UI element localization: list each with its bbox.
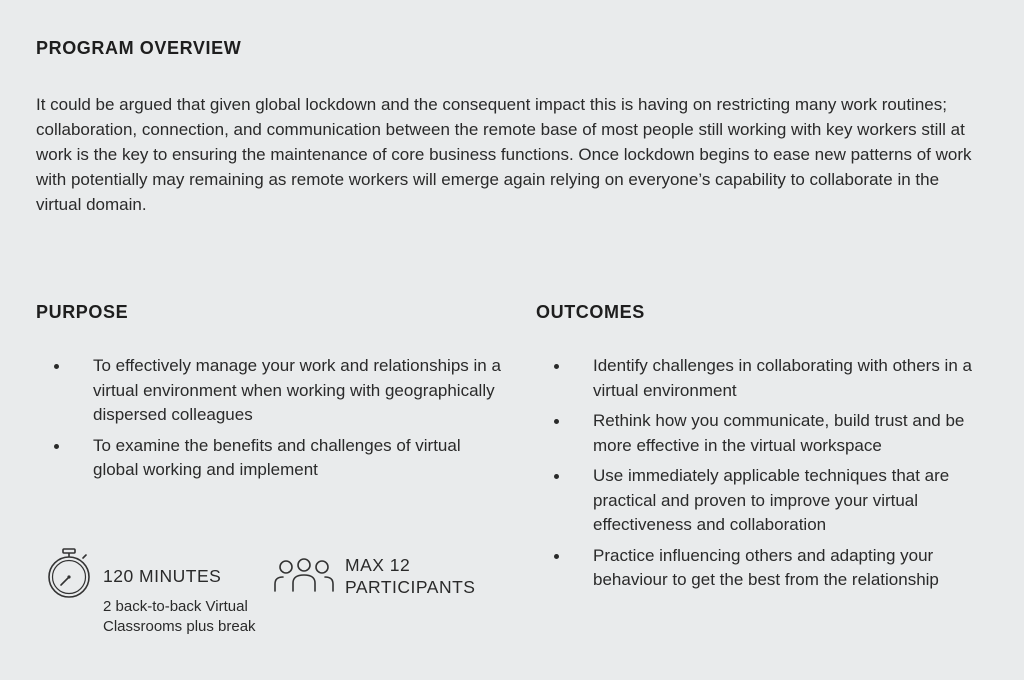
outcome-item-text: Rethink how you communicate, build trust and be more effective in the virtual workspace (593, 411, 965, 455)
participants-title: MAX 12 PARTICIPANTS (345, 555, 476, 597)
people-group-icon (272, 556, 336, 594)
bullet-dot-icon (554, 364, 559, 369)
outcome-item-text: Use immediately applicable techniques that are practical and proven to improve your virtual effectiveness and collaboration (593, 466, 950, 534)
overview-heading: PROGRAM OVERVIEW (36, 38, 242, 58)
duration-title: 120 MINUTES (103, 566, 222, 586)
purpose-item-text: To examine the benefits and challenges of virtual global working and implement (93, 435, 461, 479)
bullet-dot-icon (554, 419, 559, 424)
duration-detail: 2 back-to-back Virtual Classrooms plus break (103, 598, 256, 635)
list-item (536, 409, 1006, 458)
list-item (536, 464, 1006, 538)
list-item (36, 354, 506, 428)
bullet-dot-icon (554, 554, 559, 559)
stopwatch-icon (46, 548, 92, 600)
purpose-item-text: To effectively manage your work and relationships in a virtual environment when working with geographically dispersed colleagues (93, 356, 501, 424)
outcomes-heading: OUTCOMES (536, 302, 645, 322)
purpose-heading: PURPOSE (36, 302, 129, 322)
list-item (536, 544, 1006, 593)
bullet-dot-icon (554, 474, 559, 479)
list-item (36, 434, 506, 483)
bullet-dot-icon (54, 364, 59, 369)
outcome-item-text: Identify challenges in collaborating with others in a virtual environment (593, 356, 972, 400)
overview-text: It could be argued that given global lockdown and the consequent impact this is having on restricting many work routines; collaboration, connection, and communication between the remote base of most people still working with key workers still at work is the key to ensuring the maintenance of core business functions. Once lockdown begins to ease new patterns of work with potentially may remaining as remote workers will emerge again relying on everyone’s capability to collaborate in the virtual domain. (36, 95, 972, 214)
outcomes-list (536, 354, 1006, 599)
bullet-dot-icon (54, 444, 59, 449)
outcome-item-text: Practice influencing others and adapting your behaviour to get the best from the relationship (593, 545, 939, 589)
list-item (536, 354, 1006, 403)
purpose-list (36, 354, 506, 489)
